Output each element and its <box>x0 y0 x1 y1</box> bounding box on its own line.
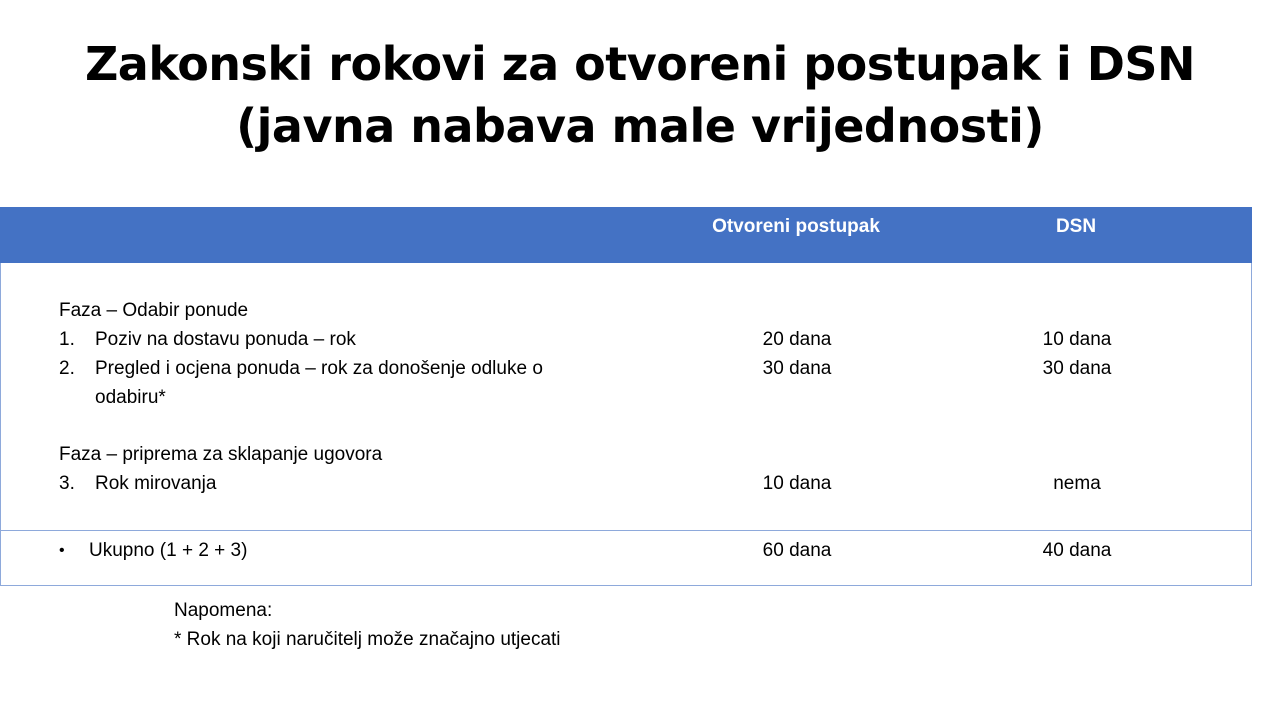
slide-title-line-2: (javna nabava male vrijednosti) <box>236 99 1044 153</box>
item-3-number: 3. <box>59 473 75 494</box>
note-text: * Rok na koji naručitelj može značajno utjecati <box>174 629 561 650</box>
total-label: Ukupno (1 + 2 + 3) <box>89 540 248 561</box>
item-3-label: Rok mirovanja <box>95 473 217 494</box>
slide-title <box>0 33 1280 157</box>
item-1-number: 1. <box>59 329 75 350</box>
total-bullet: • <box>59 542 65 559</box>
total-dsn-value: 40 dana <box>1042 540 1112 561</box>
table-header-row <box>0 207 1252 263</box>
item-2-label-line-2: odabiru* <box>95 387 166 408</box>
header-dsn: DSN <box>1055 216 1097 237</box>
header-otvoreni-postupak: Otvoreni postupak <box>712 216 880 237</box>
note-heading: Napomena: <box>174 600 273 621</box>
item-2-otvoreni-value: 30 dana <box>762 358 832 379</box>
phase-odabir-ponude-label: Faza – Odabir ponude <box>59 300 249 321</box>
item-3-dsn-value: nema <box>1053 473 1101 494</box>
total-row-divider <box>0 530 1252 531</box>
phase-priprema-label: Faza – priprema za sklapanje ugovora <box>59 444 383 465</box>
item-1-dsn-value: 10 dana <box>1042 329 1112 350</box>
deadlines-table <box>0 207 1252 586</box>
item-2-dsn-value: 30 dana <box>1042 358 1112 379</box>
item-2-number: 2. <box>59 358 75 379</box>
item-1-label: Poziv na dostavu ponuda – rok <box>95 329 356 350</box>
item-1-otvoreni-value: 20 dana <box>762 329 832 350</box>
item-2-label-line-1: Pregled i ocjena ponuda – rok za donošenje odluke o <box>95 358 543 379</box>
slide-title-line-1: Zakonski rokovi za otvoreni postupak i DSN <box>84 37 1196 91</box>
total-otvoreni-value: 60 dana <box>762 540 832 561</box>
item-3-otvoreni-value: 10 dana <box>762 473 832 494</box>
